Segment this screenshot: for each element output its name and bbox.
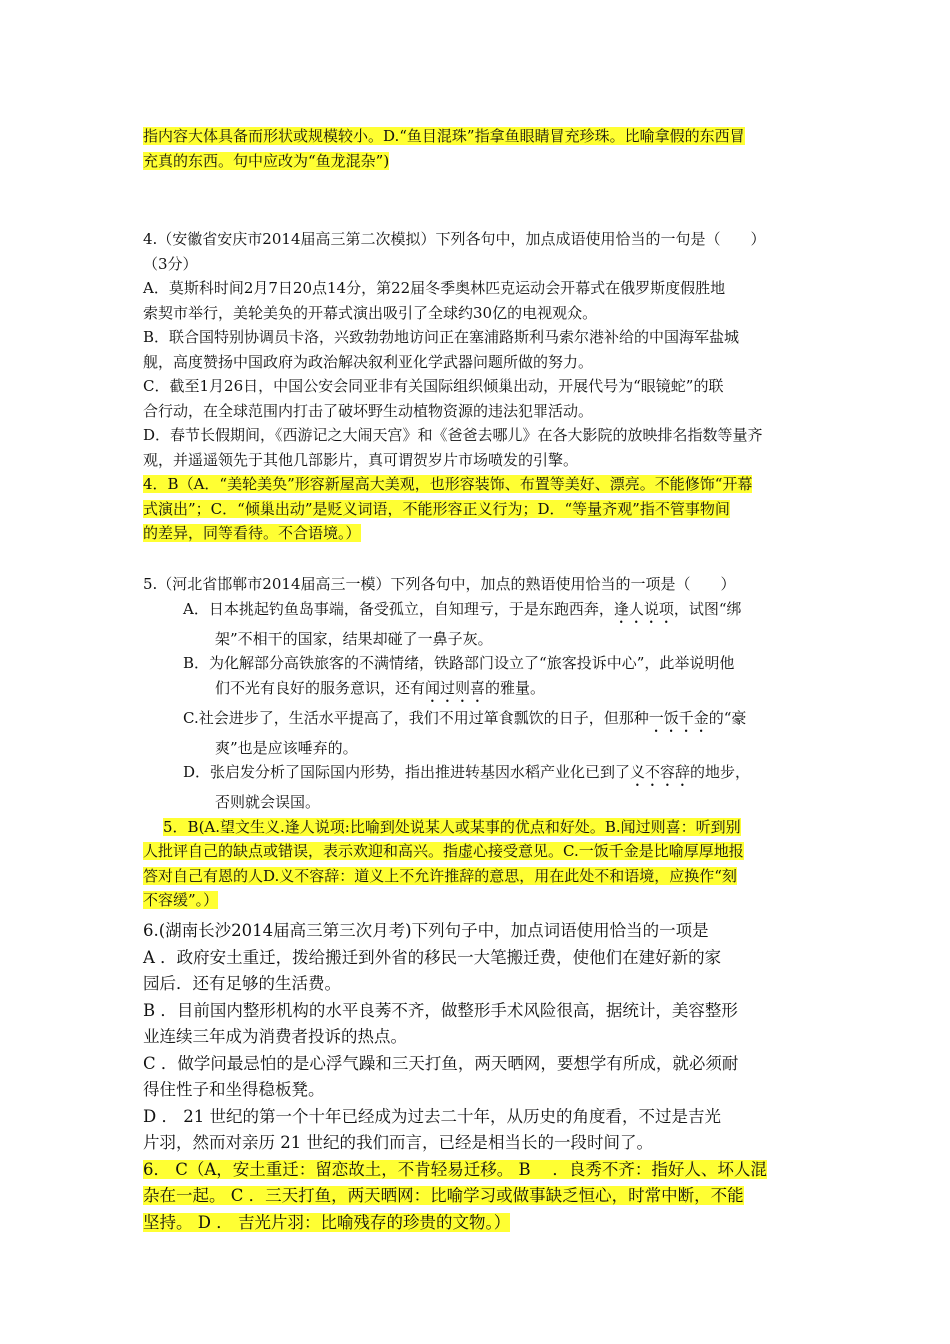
answer-line: 充真的东西。句中应改为“鱼龙混杂”) bbox=[143, 151, 390, 170]
option-c: 合行动，在全球范围内打击了破坏野生动植物资源的违法犯罪活动。 bbox=[143, 401, 594, 420]
option-b: B．联合国特别协调员卡洛，兴致勃勃地访问正在塞浦路斯利马索尔港补给的中国海军盐城 bbox=[143, 328, 740, 346]
dotted-idiom: 逢人说项 bbox=[613, 599, 674, 618]
question-5 bbox=[143, 572, 813, 913]
answer-line: 答对自己有恩的人D.义不容辞：道义上不允许推辞的意思，用在此处不和语境，应换作“刻 bbox=[143, 866, 737, 885]
answer-line: 杂在一起。 C ．三天打鱼，两天晒网：比喻学习或做事缺乏恒心，时常中断，不能 bbox=[143, 1186, 744, 1205]
question-4 bbox=[143, 227, 813, 546]
option-a: A ．政府安土重迁，拨给搬迁到外省的移民一大笔搬迁费，使他们在建好新的家 bbox=[143, 947, 722, 967]
question-6 bbox=[143, 918, 813, 1236]
dotted-idiom: 义不容辞 bbox=[630, 763, 691, 781]
previous-answer bbox=[143, 124, 813, 173]
option-c: C ．做学问最忌怕的是心浮气躁和三天打鱼，两天晒网，要想学有所成，就必须耐 bbox=[143, 1053, 739, 1073]
option-b: 们不光有良好的服务意识，还有闻过则喜的雅量。 bbox=[215, 678, 546, 697]
question-stem: 5.（河北省邯郸市2014届高三一模）下列各句中，加点的熟语使用恰当的一项是（ ） bbox=[143, 575, 736, 593]
question-stem: （3分） bbox=[143, 254, 198, 273]
dotted-idiom: 一饭千金 bbox=[648, 708, 709, 727]
option-b: 舰，高度赞扬中国政府为政治解决叙利亚化学武器问题所做的努力。 bbox=[143, 352, 594, 371]
answer-line: 指内容大体具备而形状或规模较小。D.“鱼目混珠”指拿鱼眼睛冒充珍珠。比喻拿假的东西冒 bbox=[143, 127, 745, 145]
option-b: 业连续三年成为消费者投诉的热点。 bbox=[143, 1027, 407, 1046]
answer-line: 式演出”；C．“倾巢出动”是贬义词语，不能形容正义行为；D．“等量齐观”指不管事物间 bbox=[143, 499, 730, 518]
option-d: 片羽，然而对亲历 21 世纪的我们而言，已经是相当长的一段时间了。 bbox=[143, 1133, 653, 1152]
option-b: B．为化解部分高铁旅客的不满情绪，铁路部门设立了“旅客投诉中心”，此举说明他 bbox=[183, 654, 735, 672]
answer-line: 不容缓”。） bbox=[143, 891, 219, 909]
option-c: 爽”也是应该唾弃的。 bbox=[215, 738, 358, 757]
option-c: C．截至1月26日，中国公安会同亚非有关国际组织倾巢出动，开展代号为“眼镜蛇”的联 bbox=[143, 377, 724, 395]
answer-line: 6． C（A，安土重迁：留恋故土，不肯轻易迁移。 B ．良秀不齐：指好人、坏人混 bbox=[143, 1159, 767, 1179]
option-a: A．日本挑起钓鱼岛事端，备受孤立，自知理亏，于是东跑西奔，逢人说项，试图“绑 bbox=[183, 599, 742, 618]
answer-line: 坚持。 D ． 吉光片羽：比喻残存的珍贵的文物。） bbox=[143, 1212, 511, 1232]
option-d: D．春节长假期间，《西游记之大闹天宫》和《爸爸去哪儿》在各大影院的放映排名指数等量齐 bbox=[143, 426, 763, 444]
question-stem: 4.（安徽省安庆市2014届高三第二次模拟）下列各句中，加点成语使用恰当的一句是（ ） bbox=[143, 230, 766, 248]
option-c: 得住性子和坐得稳板凳。 bbox=[143, 1080, 325, 1099]
option-a: 架”不相干的国家，结果却碰了一鼻子灰。 bbox=[215, 629, 493, 648]
option-a: 索契市举行，美轮美奂的开幕式演出吸引了全球约30亿的电视观众。 bbox=[143, 303, 598, 322]
option-d: 观，并遥遥领先于其他几部影片，真可谓贺岁片市场喷发的引擎。 bbox=[143, 450, 579, 469]
answer-line: 5．B(A.望文生义.逢人说项:比喻到处说某人或某事的优点和好处。B.闻过则喜：听到别 bbox=[163, 817, 741, 836]
answer-line: 4．B（A．“美轮美奂”形容新屋高大美观，也形容装饰、布置等美好、漂亮。不能修饰“开幕 bbox=[143, 475, 753, 493]
option-b: B ．目前国内整形机构的水平良莠不齐，做整形手术风险很高，据统计，美容整形 bbox=[143, 1000, 738, 1020]
option-d: D ． 21 世纪的第一个十年已经成为过去二十年，从历史的角度看，不过是吉光 bbox=[143, 1106, 721, 1126]
option-d: D．张启发分析了国际国内形势，指出推进转基因水稻产业化已到了义不容辞的地步， bbox=[183, 763, 751, 781]
option-a: 园后．还有足够的生活费。 bbox=[143, 974, 341, 993]
option-a: A．莫斯科时间2月7日20点14分，第22届冬季奥林匹克运动会开幕式在俄罗斯度假胜地 bbox=[143, 279, 726, 297]
question-stem: 6.(湖南长沙2014届高三第三次月考)下列句子中，加点词语使用恰当的一项是 bbox=[143, 921, 709, 940]
dotted-idiom: 闻过则喜 bbox=[425, 678, 486, 697]
option-d: 否则就会误国。 bbox=[215, 793, 321, 811]
answer-line: 的差异，同等看待。不合语境。） bbox=[143, 524, 361, 542]
option-c: C.社会进步了，生活水平提高了，我们不用过箪食瓢饮的日子，但那种一饭千金的“豪 bbox=[183, 708, 747, 727]
answer-line: 人批评自己的缺点或错误，表示欢迎和高兴。指虚心接受意见。C.一饭千金是比喻厚厚地报 bbox=[143, 842, 744, 860]
